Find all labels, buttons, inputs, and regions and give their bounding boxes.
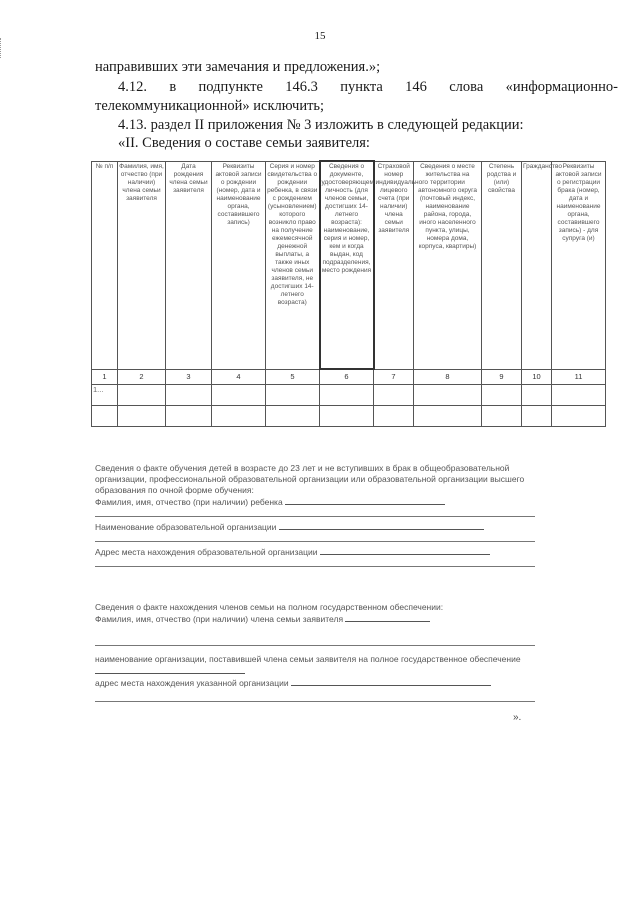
support-org-blank bbox=[95, 665, 245, 674]
header-cell: Степень родства и (или) свойства bbox=[482, 161, 522, 369]
word: в bbox=[169, 79, 177, 95]
header-cell: Реквизиты актовой записи о рождении (номер, дата и наименование органа, составившего запись) bbox=[212, 161, 266, 369]
text-line-1: направивших эти замечания и предложения.»; bbox=[95, 59, 381, 75]
text-line-3: телекоммуникационной» исключить; bbox=[95, 98, 325, 114]
blank-line bbox=[95, 508, 535, 517]
table-cell bbox=[320, 406, 374, 427]
table-cell bbox=[522, 406, 552, 427]
table-row bbox=[92, 406, 606, 427]
support-org-row bbox=[95, 654, 535, 677]
table-cell bbox=[482, 385, 522, 406]
table-cell bbox=[552, 406, 606, 427]
header-cell: Серия и номер свидетельства о рождении ребенка, в связи с рождением (усыновлением) которого возникло право на получение ежемесячной денежной выплаты, а также иных членов семьи заявителя, не достигших 14-летнего возраста) bbox=[266, 161, 320, 369]
word: слова bbox=[449, 79, 484, 95]
table-cell bbox=[92, 406, 118, 427]
child-name-blank bbox=[285, 496, 445, 505]
blank-line bbox=[95, 637, 535, 646]
table-cell bbox=[414, 385, 482, 406]
table-cell bbox=[212, 406, 266, 427]
column-number: 1 bbox=[92, 369, 118, 385]
column-number: 4 bbox=[212, 369, 266, 385]
blank-line bbox=[95, 558, 535, 567]
header-cell: № п/п bbox=[92, 161, 118, 369]
column-number: 9 bbox=[482, 369, 522, 385]
org-name-label: Наименование образовательной организации bbox=[95, 522, 277, 532]
column-number: 5 bbox=[266, 369, 320, 385]
header-cell: Гражданство bbox=[522, 161, 552, 369]
row-number: 1... bbox=[92, 385, 118, 406]
table-cell bbox=[118, 406, 166, 427]
support-intro: Сведения о факте нахождения членов семьи на полном государственном обеспечении: bbox=[95, 602, 444, 612]
table-cell bbox=[212, 385, 266, 406]
member-name-label: Фамилия, имя, отчество (при наличии) члена семьи заявителя bbox=[95, 614, 344, 624]
table-cell bbox=[166, 385, 212, 406]
header-cell: Реквизиты актовой записи о регистрации брака (номер, дата и наименование органа, составившего запись) - для супруга (и) bbox=[552, 161, 606, 369]
education-info-block bbox=[95, 463, 535, 571]
member-name-row bbox=[95, 613, 535, 625]
word: «информационно- bbox=[505, 79, 618, 95]
org-address-label: Адрес места нахождения образовательной организации bbox=[95, 547, 318, 557]
word: 4.12. bbox=[118, 79, 147, 95]
text-line-4: 4.13. раздел II приложения № 3 изложить в следующей редакции: bbox=[118, 117, 524, 133]
table-cell bbox=[320, 385, 374, 406]
org-address-row bbox=[95, 546, 535, 558]
support-org-address-label: адрес места нахождения указанной организации bbox=[95, 678, 289, 688]
column-number: 7 bbox=[374, 369, 414, 385]
table-cell bbox=[266, 406, 320, 427]
header-row bbox=[92, 161, 606, 369]
table-cell bbox=[522, 385, 552, 406]
org-name-blank bbox=[279, 521, 484, 530]
table-cell bbox=[118, 385, 166, 406]
child-name-row bbox=[95, 496, 535, 508]
org-name-row bbox=[95, 521, 535, 533]
support-org-address-row bbox=[95, 677, 535, 689]
header-cell: Сведения о месте жительства на территории автономного округа (почтовый индекс, наименование района, города, иного населенного пункта, улицы, номера дома, корпуса, квартиры) bbox=[414, 161, 482, 369]
header-cell: Сведения о документе, удостоверяющем личность (для членов семьи, достигших 14-летнего возраста): наименование, серия и номер, кем и когда выдан, код подразделения, место рождения bbox=[320, 161, 374, 369]
support-org-address-blank bbox=[291, 677, 491, 686]
page-number: 15 bbox=[314, 30, 326, 42]
column-number: 2 bbox=[118, 369, 166, 385]
column-number: 10 bbox=[522, 369, 552, 385]
word: пункта bbox=[340, 79, 383, 95]
member-name-blank bbox=[345, 613, 430, 622]
child-name-label: Фамилия, имя, отчество (при наличии) ребенка bbox=[95, 497, 283, 507]
column-number-row bbox=[92, 369, 606, 385]
table-cell bbox=[166, 406, 212, 427]
column-number: 6 bbox=[320, 369, 374, 385]
table-cell bbox=[374, 406, 414, 427]
word: 146 bbox=[405, 79, 427, 95]
closing-quote: ». bbox=[513, 712, 522, 723]
org-address-blank bbox=[320, 546, 490, 555]
table-cell bbox=[552, 385, 606, 406]
blank-line bbox=[95, 533, 535, 542]
word: подпункте bbox=[198, 79, 263, 95]
family-composition-table bbox=[91, 160, 606, 427]
state-support-block bbox=[95, 602, 535, 706]
table-cell bbox=[482, 406, 522, 427]
table-cell bbox=[374, 385, 414, 406]
header-cell: Дата рождения члена семьи заявителя bbox=[166, 161, 212, 369]
column-number: 8 bbox=[414, 369, 482, 385]
blank-line bbox=[95, 693, 535, 702]
education-intro: Сведения о факте обучения детей в возрасте до 23 лет и не вступивших в брак в общеобразовательной организации, профессиональной образовательной организации или образовательной организации высшего образования по очной форме обучения: bbox=[95, 463, 525, 495]
header-cell: Страховой номер индивидуального лицевого счета (при наличии) члена семьи заявителя bbox=[374, 161, 414, 369]
word: 146.3 bbox=[285, 79, 318, 95]
support-org-label: наименование организации, поставившей члена семьи заявителя на полное государственное обеспечение bbox=[95, 654, 521, 664]
table-cell bbox=[414, 406, 482, 427]
table-cell bbox=[266, 385, 320, 406]
table-row bbox=[92, 385, 606, 406]
column-number: 11 bbox=[552, 369, 606, 385]
column-number: 3 bbox=[166, 369, 212, 385]
header-cell: Фамилия, имя, отчество (при наличии) члена семьи заявителя bbox=[118, 161, 166, 369]
text-line-2 bbox=[118, 78, 618, 96]
section-heading: «II. Сведения о составе семьи заявителя: bbox=[118, 135, 370, 151]
